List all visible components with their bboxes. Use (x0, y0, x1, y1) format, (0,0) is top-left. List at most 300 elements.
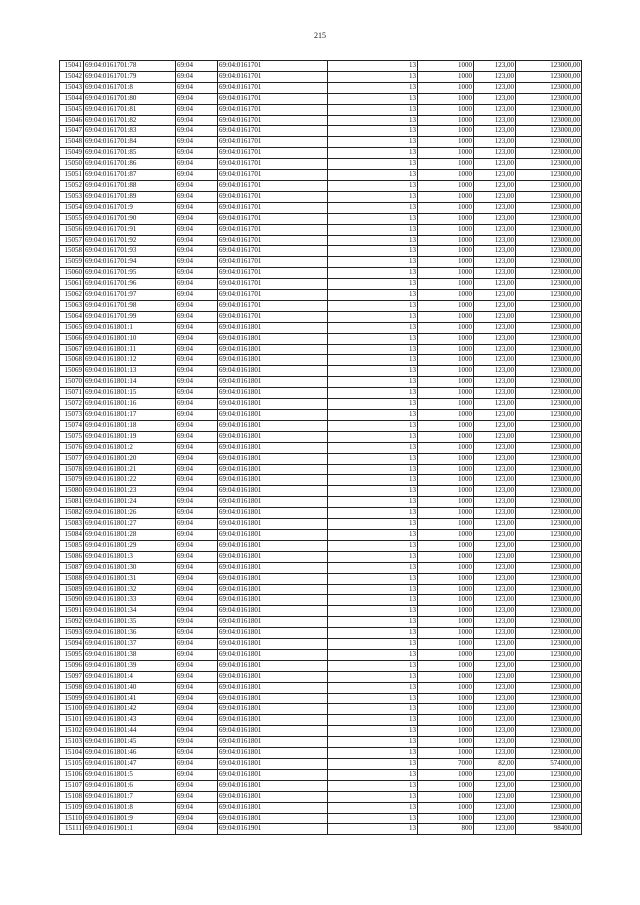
row-number-cell: 15107 (60, 780, 84, 791)
unit-rate-cell: 123,00 (474, 377, 516, 388)
cadastral-value-cell: 123000,00 (516, 791, 582, 802)
unit-rate-cell: 123,00 (474, 748, 516, 759)
row-number-cell: 15070 (60, 377, 84, 388)
area-value-cell: 1000 (418, 388, 474, 399)
district-code-cell: 69:04 (176, 519, 218, 530)
row-number-cell: 15049 (60, 148, 84, 159)
row-number-cell: 15088 (60, 573, 84, 584)
unit-rate-cell: 123,00 (474, 246, 516, 257)
category-code-cell: 13 (328, 726, 418, 737)
cadastral-value-cell: 123000,00 (516, 628, 582, 639)
unit-rate-cell: 123,00 (474, 126, 516, 137)
district-code-cell: 69:04 (176, 475, 218, 486)
category-code-cell: 13 (328, 224, 418, 235)
block-number-cell: 69:04:0161801 (218, 693, 328, 704)
block-number-cell: 69:04:0161801 (218, 802, 328, 813)
category-code-cell: 13 (328, 540, 418, 551)
table-row (60, 769, 582, 780)
unit-rate-cell: 123,00 (474, 802, 516, 813)
block-number-cell: 69:04:0161701 (218, 268, 328, 279)
cadastral-number-cell: 69:04:0161801:5 (84, 769, 176, 780)
cadastral-number-cell: 69:04:0161801:3 (84, 551, 176, 562)
block-number-cell: 69:04:0161701 (218, 246, 328, 257)
row-number-cell: 15104 (60, 748, 84, 759)
table-row (60, 671, 582, 682)
area-value-cell: 1000 (418, 202, 474, 213)
category-code-cell: 13 (328, 71, 418, 82)
unit-rate-cell: 123,00 (474, 235, 516, 246)
cadastral-value-cell: 123000,00 (516, 257, 582, 268)
district-code-cell: 69:04 (176, 290, 218, 301)
table-row (60, 126, 582, 137)
unit-rate-cell: 123,00 (474, 529, 516, 540)
district-code-cell: 69:04 (176, 486, 218, 497)
cadastral-number-cell: 69:04:0161801:1 (84, 322, 176, 333)
unit-rate-cell: 123,00 (474, 279, 516, 290)
table-row (60, 584, 582, 595)
cadastral-number-cell: 69:04:0161801:32 (84, 584, 176, 595)
district-code-cell: 69:04 (176, 737, 218, 748)
table-row (60, 606, 582, 617)
row-number-cell: 15069 (60, 366, 84, 377)
block-number-cell: 69:04:0161701 (218, 311, 328, 322)
cadastral-number-cell: 69:04:0161801:13 (84, 366, 176, 377)
category-code-cell: 13 (328, 257, 418, 268)
unit-rate-cell: 123,00 (474, 213, 516, 224)
block-number-cell: 69:04:0161701 (218, 148, 328, 159)
block-number-cell: 69:04:0161801 (218, 540, 328, 551)
block-number-cell: 69:04:0161701 (218, 137, 328, 148)
category-code-cell: 13 (328, 290, 418, 301)
district-code-cell: 69:04 (176, 377, 218, 388)
table-row (60, 486, 582, 497)
unit-rate-cell: 123,00 (474, 202, 516, 213)
area-value-cell: 1000 (418, 595, 474, 606)
cadastral-number-cell: 69:04:0161701:85 (84, 148, 176, 159)
table-row (60, 639, 582, 650)
district-code-cell: 69:04 (176, 639, 218, 650)
row-number-cell: 15109 (60, 802, 84, 813)
district-code-cell: 69:04 (176, 355, 218, 366)
district-code-cell: 69:04 (176, 682, 218, 693)
block-number-cell: 69:04:0161801 (218, 464, 328, 475)
table-row (60, 290, 582, 301)
unit-rate-cell: 123,00 (474, 704, 516, 715)
cadastral-number-cell: 69:04:0161801:16 (84, 399, 176, 410)
area-value-cell: 1000 (418, 802, 474, 813)
block-number-cell: 69:04:0161801 (218, 551, 328, 562)
category-code-cell: 13 (328, 322, 418, 333)
block-number-cell: 69:04:0161701 (218, 180, 328, 191)
unit-rate-cell: 123,00 (474, 693, 516, 704)
cadastral-value-cell: 123000,00 (516, 584, 582, 595)
cadastral-number-cell: 69:04:0161801:36 (84, 628, 176, 639)
table-row (60, 693, 582, 704)
unit-rate-cell: 123,00 (474, 104, 516, 115)
cadastral-value-cell: 123000,00 (516, 649, 582, 660)
category-code-cell: 13 (328, 311, 418, 322)
row-number-cell: 15061 (60, 279, 84, 290)
unit-rate-cell: 123,00 (474, 191, 516, 202)
table-row (60, 442, 582, 453)
unit-rate-cell: 123,00 (474, 93, 516, 104)
table-row (60, 224, 582, 235)
block-number-cell: 69:04:0161801 (218, 791, 328, 802)
category-code-cell: 13 (328, 148, 418, 159)
block-number-cell: 69:04:0161801 (218, 486, 328, 497)
table-row (60, 737, 582, 748)
cadastral-value-cell: 123000,00 (516, 442, 582, 453)
unit-rate-cell: 123,00 (474, 442, 516, 453)
unit-rate-cell: 123,00 (474, 486, 516, 497)
row-number-cell: 15043 (60, 82, 84, 93)
row-number-cell: 15065 (60, 322, 84, 333)
cadastral-number-cell: 69:04:0161801:6 (84, 780, 176, 791)
category-code-cell: 13 (328, 573, 418, 584)
table-row (60, 137, 582, 148)
cadastral-number-cell: 69:04:0161801:15 (84, 388, 176, 399)
district-code-cell: 69:04 (176, 170, 218, 181)
table-row (60, 93, 582, 104)
table-row (60, 726, 582, 737)
block-number-cell: 69:04:0161701 (218, 235, 328, 246)
block-number-cell: 69:04:0161801 (218, 813, 328, 824)
cadastral-value-cell: 123000,00 (516, 202, 582, 213)
table-row (60, 802, 582, 813)
row-number-cell: 15067 (60, 344, 84, 355)
category-code-cell: 13 (328, 802, 418, 813)
category-code-cell: 13 (328, 279, 418, 290)
district-code-cell: 69:04 (176, 671, 218, 682)
cadastral-value-cell: 123000,00 (516, 486, 582, 497)
district-code-cell: 69:04 (176, 791, 218, 802)
cadastral-value-cell: 123000,00 (516, 682, 582, 693)
category-code-cell: 13 (328, 344, 418, 355)
row-number-cell: 15085 (60, 540, 84, 551)
category-code-cell: 13 (328, 660, 418, 671)
category-code-cell: 13 (328, 410, 418, 421)
unit-rate-cell: 123,00 (474, 595, 516, 606)
category-code-cell: 13 (328, 235, 418, 246)
table-row (60, 159, 582, 170)
table-row (60, 617, 582, 628)
row-number-cell: 15044 (60, 93, 84, 104)
cadastral-number-cell: 69:04:0161801:9 (84, 813, 176, 824)
district-code-cell: 69:04 (176, 453, 218, 464)
row-number-cell: 15090 (60, 595, 84, 606)
cadastral-number-cell: 69:04:0161801:45 (84, 737, 176, 748)
unit-rate-cell: 123,00 (474, 431, 516, 442)
page-number: 215 (314, 31, 326, 40)
category-code-cell: 13 (328, 693, 418, 704)
area-value-cell: 1000 (418, 791, 474, 802)
table-row (60, 82, 582, 93)
cadastral-value-cell: 123000,00 (516, 737, 582, 748)
table-row (60, 497, 582, 508)
cadastral-value-cell: 123000,00 (516, 769, 582, 780)
block-number-cell: 69:04:0161801 (218, 497, 328, 508)
area-value-cell: 1000 (418, 235, 474, 246)
cadastral-value-cell: 123000,00 (516, 529, 582, 540)
unit-rate-cell: 123,00 (474, 137, 516, 148)
district-code-cell: 69:04 (176, 213, 218, 224)
row-number-cell: 15072 (60, 399, 84, 410)
block-number-cell: 69:04:0161801 (218, 475, 328, 486)
category-code-cell: 13 (328, 486, 418, 497)
row-number-cell: 15048 (60, 137, 84, 148)
block-number-cell: 69:04:0161701 (218, 126, 328, 137)
block-number-cell: 69:04:0161801 (218, 584, 328, 595)
table-row (60, 759, 582, 770)
district-code-cell: 69:04 (176, 606, 218, 617)
district-code-cell: 69:04 (176, 595, 218, 606)
category-code-cell: 13 (328, 551, 418, 562)
block-number-cell: 69:04:0161801 (218, 639, 328, 650)
cadastral-number-cell: 69:04:0161801:33 (84, 595, 176, 606)
cadastral-value-cell: 123000,00 (516, 170, 582, 181)
area-value-cell: 1000 (418, 519, 474, 530)
row-number-cell: 15082 (60, 508, 84, 519)
cadastral-value-cell: 123000,00 (516, 235, 582, 246)
unit-rate-cell: 123,00 (474, 115, 516, 126)
cadastral-number-cell: 69:04:0161701:88 (84, 180, 176, 191)
block-number-cell: 69:04:0161801 (218, 366, 328, 377)
table-row (60, 202, 582, 213)
table-row (60, 780, 582, 791)
cadastral-number-cell: 69:04:0161701:8 (84, 82, 176, 93)
area-value-cell: 1000 (418, 464, 474, 475)
category-code-cell: 13 (328, 137, 418, 148)
district-code-cell: 69:04 (176, 540, 218, 551)
block-number-cell: 69:04:0161701 (218, 224, 328, 235)
area-value-cell: 1000 (418, 268, 474, 279)
category-code-cell: 13 (328, 300, 418, 311)
cadastral-value-cell: 123000,00 (516, 704, 582, 715)
unit-rate-cell: 123,00 (474, 82, 516, 93)
category-code-cell: 13 (328, 431, 418, 442)
district-code-cell: 69:04 (176, 715, 218, 726)
district-code-cell: 69:04 (176, 279, 218, 290)
district-code-cell: 69:04 (176, 137, 218, 148)
area-value-cell: 1000 (418, 366, 474, 377)
cadastral-number-cell: 69:04:0161701:95 (84, 268, 176, 279)
unit-rate-cell: 123,00 (474, 639, 516, 650)
row-number-cell: 15084 (60, 529, 84, 540)
category-code-cell: 13 (328, 61, 418, 72)
category-code-cell: 13 (328, 529, 418, 540)
unit-rate-cell: 123,00 (474, 584, 516, 595)
row-number-cell: 15083 (60, 519, 84, 530)
cadastral-value-cell: 123000,00 (516, 311, 582, 322)
district-code-cell: 69:04 (176, 649, 218, 660)
district-code-cell: 69:04 (176, 562, 218, 573)
block-number-cell: 69:04:0161801 (218, 355, 328, 366)
row-number-cell: 15092 (60, 617, 84, 628)
district-code-cell: 69:04 (176, 584, 218, 595)
district-code-cell: 69:04 (176, 704, 218, 715)
area-value-cell: 1000 (418, 279, 474, 290)
area-value-cell: 1000 (418, 61, 474, 72)
category-code-cell: 13 (328, 104, 418, 115)
category-code-cell: 13 (328, 453, 418, 464)
cadastral-number-cell: 69:04:0161701:99 (84, 311, 176, 322)
table-row (60, 540, 582, 551)
area-value-cell: 1000 (418, 148, 474, 159)
area-value-cell: 1000 (418, 93, 474, 104)
cadastral-value-cell: 123000,00 (516, 300, 582, 311)
table-row (60, 61, 582, 72)
category-code-cell: 13 (328, 584, 418, 595)
block-number-cell: 69:04:0161801 (218, 453, 328, 464)
table-row (60, 704, 582, 715)
cadastral-number-cell: 69:04:0161801:38 (84, 649, 176, 660)
block-number-cell: 69:04:0161801 (218, 737, 328, 748)
category-code-cell: 13 (328, 639, 418, 650)
cadastral-value-cell: 123000,00 (516, 377, 582, 388)
district-code-cell: 69:04 (176, 104, 218, 115)
cadastral-number-cell: 69:04:0161701:94 (84, 257, 176, 268)
table-row (60, 573, 582, 584)
cadastral-number-cell: 69:04:0161801:21 (84, 464, 176, 475)
category-code-cell: 13 (328, 115, 418, 126)
row-number-cell: 15059 (60, 257, 84, 268)
category-code-cell: 13 (328, 562, 418, 573)
area-value-cell: 1000 (418, 290, 474, 301)
area-value-cell: 1000 (418, 191, 474, 202)
row-number-cell: 15058 (60, 246, 84, 257)
table-row (60, 791, 582, 802)
row-number-cell: 15089 (60, 584, 84, 595)
table-row (60, 660, 582, 671)
cadastral-number-cell: 69:04:0161701:84 (84, 137, 176, 148)
cadastral-value-table (59, 60, 582, 835)
district-code-cell: 69:04 (176, 311, 218, 322)
district-code-cell: 69:04 (176, 759, 218, 770)
category-code-cell: 13 (328, 508, 418, 519)
table-row (60, 115, 582, 126)
area-value-cell: 800 (418, 824, 474, 835)
category-code-cell: 13 (328, 442, 418, 453)
category-code-cell: 13 (328, 268, 418, 279)
unit-rate-cell: 123,00 (474, 562, 516, 573)
row-number-cell: 15078 (60, 464, 84, 475)
area-value-cell: 1000 (418, 431, 474, 442)
table-row (60, 377, 582, 388)
cadastral-number-cell: 69:04:0161801:40 (84, 682, 176, 693)
category-code-cell: 13 (328, 170, 418, 181)
unit-rate-cell: 123,00 (474, 300, 516, 311)
area-value-cell: 1000 (418, 170, 474, 181)
unit-rate-cell: 123,00 (474, 170, 516, 181)
area-value-cell: 1000 (418, 180, 474, 191)
cadastral-value-cell: 123000,00 (516, 104, 582, 115)
area-value-cell: 7000 (418, 759, 474, 770)
row-number-cell: 15091 (60, 606, 84, 617)
district-code-cell: 69:04 (176, 769, 218, 780)
cadastral-number-cell: 69:04:0161801:26 (84, 508, 176, 519)
area-value-cell: 1000 (418, 159, 474, 170)
cadastral-number-cell: 69:04:0161801:43 (84, 715, 176, 726)
cadastral-number-cell: 69:04:0161801:2 (84, 442, 176, 453)
category-code-cell: 13 (328, 759, 418, 770)
cadastral-number-cell: 69:04:0161801:14 (84, 377, 176, 388)
row-number-cell: 15096 (60, 660, 84, 671)
table-row (60, 333, 582, 344)
block-number-cell: 69:04:0161801 (218, 660, 328, 671)
district-code-cell: 69:04 (176, 202, 218, 213)
cadastral-value-cell: 574000,00 (516, 759, 582, 770)
cadastral-value-cell: 123000,00 (516, 224, 582, 235)
block-number-cell: 69:04:0161801 (218, 726, 328, 737)
cadastral-number-cell: 69:04:0161801:41 (84, 693, 176, 704)
area-value-cell: 1000 (418, 780, 474, 791)
cadastral-value-cell: 123000,00 (516, 551, 582, 562)
category-code-cell: 13 (328, 333, 418, 344)
area-value-cell: 1000 (418, 540, 474, 551)
unit-rate-cell: 123,00 (474, 671, 516, 682)
area-value-cell: 1000 (418, 399, 474, 410)
cadastral-value-cell: 123000,00 (516, 617, 582, 628)
area-value-cell: 1000 (418, 257, 474, 268)
district-code-cell: 69:04 (176, 366, 218, 377)
district-code-cell: 69:04 (176, 617, 218, 628)
category-code-cell: 13 (328, 682, 418, 693)
cadastral-value-cell: 123000,00 (516, 431, 582, 442)
unit-rate-cell: 123,00 (474, 388, 516, 399)
table-row (60, 257, 582, 268)
table-row (60, 682, 582, 693)
block-number-cell: 69:04:0161801 (218, 519, 328, 530)
area-value-cell: 1000 (418, 104, 474, 115)
cadastral-number-cell: 69:04:0161801:8 (84, 802, 176, 813)
row-number-cell: 15050 (60, 159, 84, 170)
unit-rate-cell: 123,00 (474, 649, 516, 660)
table-row (60, 715, 582, 726)
unit-rate-cell: 123,00 (474, 311, 516, 322)
unit-rate-cell: 123,00 (474, 366, 516, 377)
block-number-cell: 69:04:0161801 (218, 508, 328, 519)
cadastral-value-cell: 123000,00 (516, 813, 582, 824)
block-number-cell: 69:04:0161801 (218, 322, 328, 333)
table-row (60, 420, 582, 431)
block-number-cell: 69:04:0161801 (218, 377, 328, 388)
unit-rate-cell: 123,00 (474, 791, 516, 802)
block-number-cell: 69:04:0161701 (218, 71, 328, 82)
table-row (60, 366, 582, 377)
area-value-cell: 1000 (418, 311, 474, 322)
row-number-cell: 15105 (60, 759, 84, 770)
category-code-cell: 13 (328, 617, 418, 628)
cadastral-value-cell: 123000,00 (516, 497, 582, 508)
cadastral-value-cell: 123000,00 (516, 159, 582, 170)
district-code-cell: 69:04 (176, 235, 218, 246)
cadastral-value-cell: 123000,00 (516, 562, 582, 573)
cadastral-value-cell: 123000,00 (516, 61, 582, 72)
cadastral-value-cell: 98400,00 (516, 824, 582, 835)
unit-rate-cell: 123,00 (474, 355, 516, 366)
table-row (60, 213, 582, 224)
district-code-cell: 69:04 (176, 802, 218, 813)
unit-rate-cell: 82,00 (474, 759, 516, 770)
category-code-cell: 13 (328, 202, 418, 213)
row-number-cell: 15108 (60, 791, 84, 802)
area-value-cell: 1000 (418, 71, 474, 82)
district-code-cell: 69:04 (176, 660, 218, 671)
block-number-cell: 69:04:0161801 (218, 410, 328, 421)
table-row (60, 246, 582, 257)
table-row (60, 399, 582, 410)
cadastral-number-cell: 69:04:0161701:87 (84, 170, 176, 181)
